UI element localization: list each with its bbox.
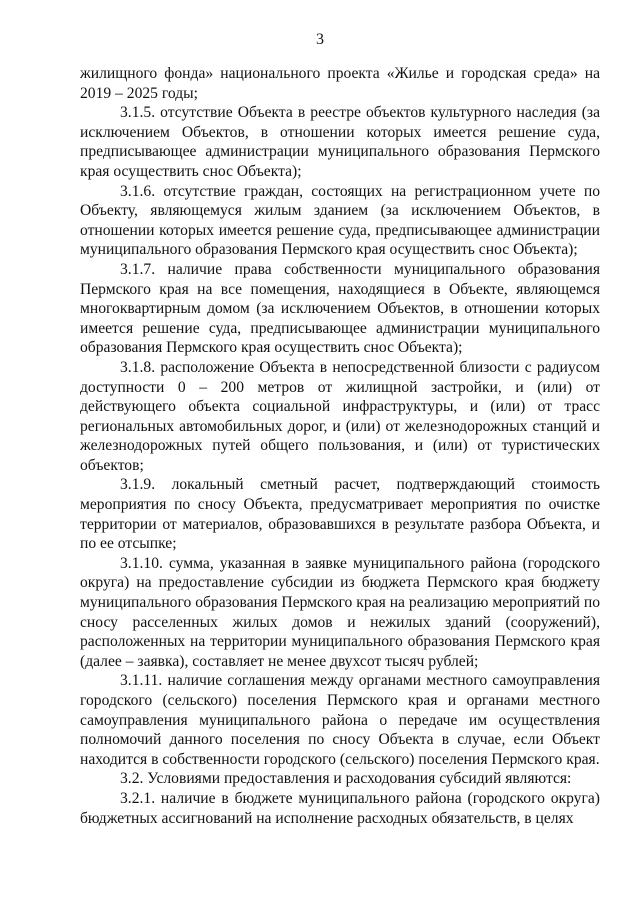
paragraph-3-1-10: 3.1.10. сумма, указанная в заявке муниципального района (городского округа) на предоставление субсидии из бюджета Пермского края бюджету муниципального образования Пермского края на реализацию мероприятий по сносу расселенных жилых домов и нежилых зданий (сооружений), расположенных на территории муниципального образования Пермского края (далее – заявка), составляет не менее двухсот тысяч рублей; — [80, 554, 600, 670]
paragraph-3-1-5: 3.1.5. отсутствие Объекта в реестре объектов культурного наследия (за исключением Объектов, в отношении которых имеется решение суда, предписывающее администрации муниципального образования Пермского края осуществить снос Объекта); — [80, 104, 600, 180]
paragraph-3-1-8: 3.1.8. расположение Объекта в непосредственной близости с радиусом доступности 0 – 200 метров от жилищной застройки, и (или) от действующего объекта социальной инфраструктуры, и (или) от трасс региональных автомобильных дорог, и (или) от железнодорожных станций и железнодорожных путей общего пользования, и (или) от туристических объектов; — [80, 358, 600, 474]
paragraph-3-1-9: 3.1.9. локальный сметный расчет, подтверждающий стоимость мероприятия по сносу Объекта, предусматривает мероприятия по очистке территории от материалов, образовавшихся в результате разбора Объекта, и по ее отсыпке; — [80, 476, 600, 553]
paragraph-3-1-6: 3.1.6. отсутствие граждан, состоящих на регистрационном учете по Объекту, являющемуся жилым зданием (за исключением Объектов, в отношении которых имеется решение суда, предписывающее администрации муниципального образования Пермского края осуществить снос Объекта); — [80, 182, 600, 259]
paragraph-3-2: 3.2. Условиями предоставления и расходования субсидий являются: — [120, 770, 572, 788]
page-number: 3 — [316, 31, 324, 48]
document-body — [80, 64, 600, 828]
paragraph-3-2-1: 3.2.1. наличие в бюджете муниципального района (городского округа) бюджетных ассигнований на исполнение расходных обязательств, в целях — [80, 789, 600, 827]
paragraph-3-1-11: 3.1.11. наличие соглашения между органами местного самоуправления городского (сельского) поселения Пермского края и органами местного самоуправления муниципального района о передаче им осуществления полномочий данного поселения по сносу Объекта в случае, если Объект находится в собственности городского (сельского) поселения Пермского края. — [80, 672, 600, 768]
paragraph-3-1-7: 3.1.7. наличие права собственности муниципального образования Пермского края на все помещения, находящиеся в Объекте, являющемся многоквартирным домом (за исключением Объектов, в отношении которых имеется решение суда, предписывающее администрации муниципального образования Пермского края осуществить снос Объекта); — [80, 260, 600, 357]
paragraph-continuation: жилищного фонда» национального проекта «Жилье и городская среда» на 2019 – 2025 годы; — [80, 65, 600, 102]
